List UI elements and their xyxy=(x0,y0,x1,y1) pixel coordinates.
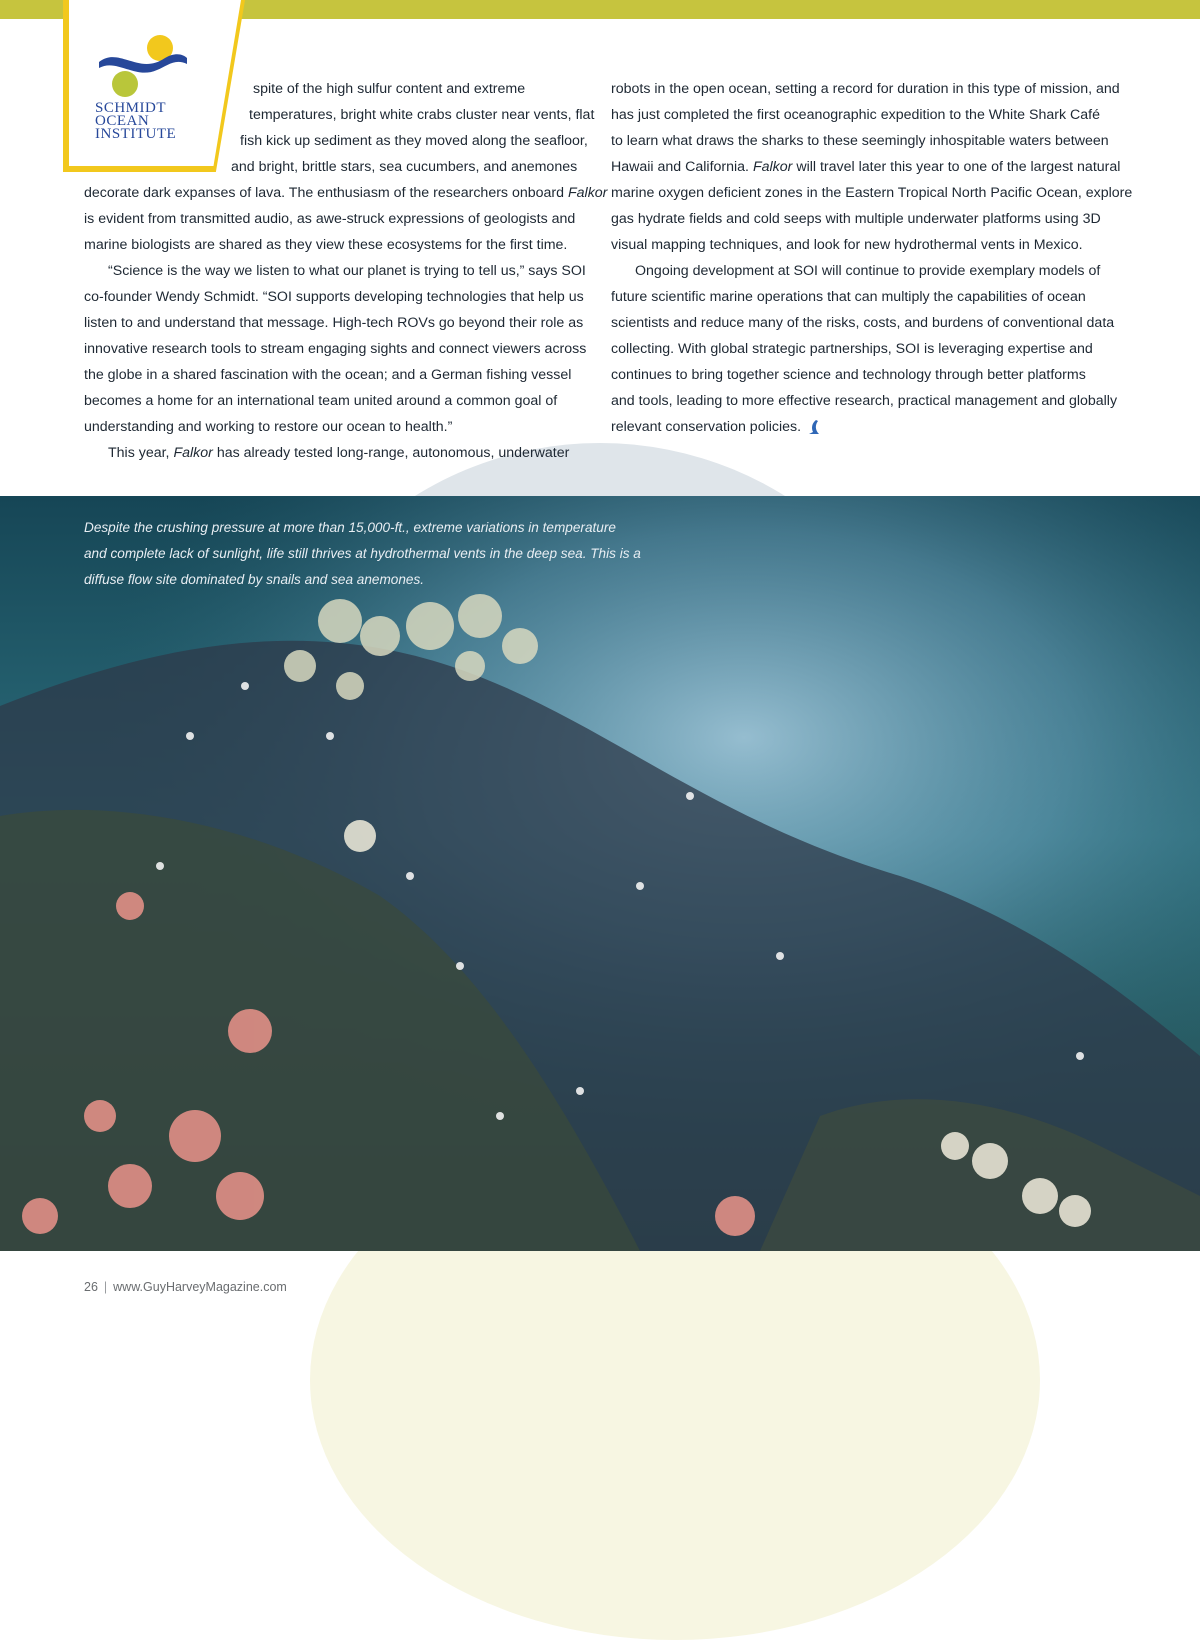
magazine-url[interactable]: www.GuyHarveyMagazine.com xyxy=(113,1280,287,1294)
text-line xyxy=(611,154,1131,180)
text-line: is evident from transmitted audio, as awe-struck expressions of geologists and xyxy=(84,211,576,227)
page-footer xyxy=(84,1280,287,1294)
text-line: and tools, leading to more effective research, practical management and globally xyxy=(611,393,1118,409)
left-text-column xyxy=(84,76,608,466)
vessel-name: Falkor xyxy=(752,159,793,175)
text-line: co-founder Wendy Schmidt. “SOI supports developing technologies that help us xyxy=(84,289,584,305)
text-run: This year, xyxy=(108,445,174,461)
text-line: visual mapping techniques, and look for new hydrothermal vents in Mexico. xyxy=(611,237,1083,253)
right-text-column xyxy=(611,76,1131,440)
text-line: becomes a home for an international team united around a common goal of xyxy=(84,393,558,409)
text-line: robots in the open ocean, setting a record for duration in this type of mission, and xyxy=(611,81,1120,97)
vessel-name: Falkor xyxy=(567,185,608,201)
caption-line: diffuse flow site dominated by snails and sea anemones. xyxy=(84,572,425,587)
text-line: the globe in a shared fascination with the ocean; and a German fishing vessel xyxy=(84,367,572,383)
text-line: temperatures, bright white crabs cluster near vents, flat xyxy=(249,107,595,123)
text-line: understanding and working to restore our ocean to health.” xyxy=(84,419,453,435)
text-line: collecting. With global strategic partnerships, SOI is leveraging expertise and xyxy=(611,341,1093,357)
text-line: and bright, brittle stars, sea cucumbers, and anemones xyxy=(231,159,578,175)
text-line: has just completed the first oceanographic expedition to the White Shark Café xyxy=(611,107,1100,123)
text-line: listen to and understand that message. High-tech ROVs go beyond their role as xyxy=(84,315,584,331)
vessel-name: Falkor xyxy=(173,445,213,461)
text-line xyxy=(84,180,608,206)
text-line: marine oxygen deficient zones in the Eastern Tropical North Pacific Ocean, explore xyxy=(611,185,1133,201)
text-run: Hawaii and California. xyxy=(611,159,753,175)
text-line xyxy=(84,440,604,466)
footer-separator: | xyxy=(103,1280,108,1294)
text-line: scientists and reduce many of the risks, costs, and burdens of conventional data xyxy=(611,315,1115,331)
text-run: will travel later this year to one of the largest natural xyxy=(792,159,1121,175)
text-line: continues to bring together science and technology through better platforms xyxy=(611,367,1086,383)
page-number: 26 xyxy=(84,1280,98,1294)
text-run: decorate dark expanses of lava. The enthusiasm of the researchers onboard xyxy=(84,185,568,201)
text-line: marine biologists are shared as they view these ecosystems for the first time. xyxy=(84,237,568,253)
hydrothermal-vent-photo xyxy=(0,496,1200,1251)
logo-line-3: INSTITUTE xyxy=(95,126,177,142)
caption-line: and complete lack of sunlight, life still thrives at hydrothermal vents in the deep sea. This is a xyxy=(84,546,641,561)
text-run: has already tested long-range, autonomous, underwater xyxy=(212,445,570,461)
text-line: Ongoing development at SOI will continue to provide exemplary models of xyxy=(635,263,1101,279)
logo-line-1: SCHMIDT xyxy=(95,100,167,116)
text-line: innovative research tools to stream engaging sights and connect viewers across xyxy=(84,341,587,357)
photo-caption xyxy=(84,515,644,593)
text-line: spite of the high sulfur content and extreme xyxy=(253,81,526,97)
text-line: “Science is the way we listen to what our planet is trying to tell us,” says SOI xyxy=(108,263,586,279)
text-line: gas hydrate fields and cold seeps with multiple underwater platforms using 3D xyxy=(611,211,1101,227)
text-line: fish kick up sediment as they moved along the seafloor, xyxy=(240,133,588,149)
fish-end-mark-icon xyxy=(807,419,821,435)
text-line xyxy=(611,414,1131,440)
photo-illustration xyxy=(0,496,1200,1251)
text-run: relevant conservation policies. xyxy=(611,419,802,435)
caption-line: Despite the crushing pressure at more than 15,000-ft., extreme variations in temperature xyxy=(84,520,616,535)
text-line: future scientific marine operations that can multiply the capabilities of ocean xyxy=(611,289,1086,305)
logo-line-2: OCEAN xyxy=(95,113,150,129)
text-line: to learn what draws the sharks to these seemingly inhospitable waters between xyxy=(611,133,1109,149)
